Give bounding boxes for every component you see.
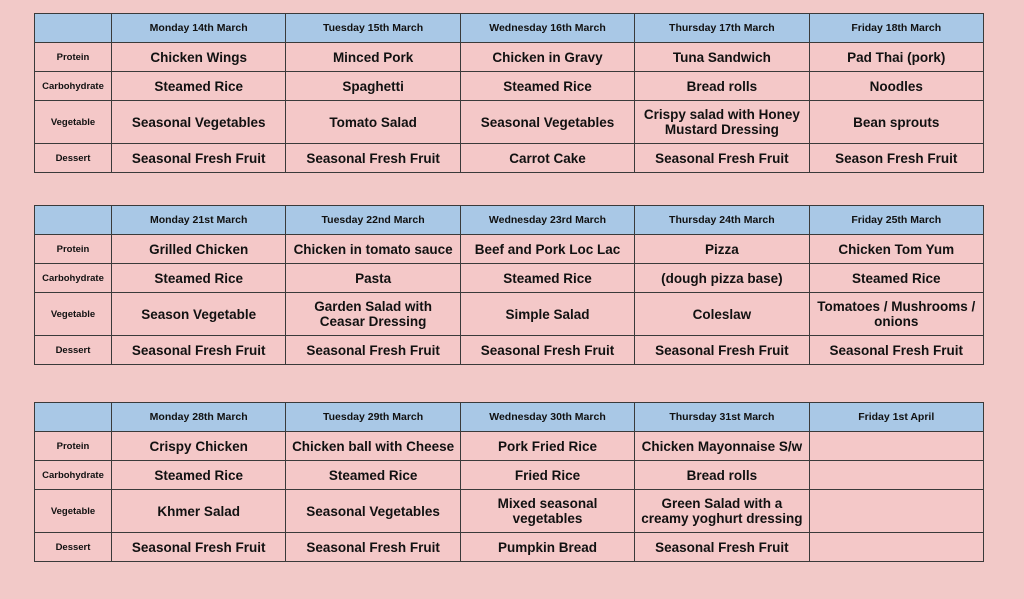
- day-header: Thursday 31st March: [635, 403, 809, 432]
- menu-cell: Seasonal Fresh Fruit: [286, 336, 460, 365]
- menu-cell: Bread rolls: [635, 72, 809, 101]
- menu-cell: Grilled Chicken: [112, 235, 286, 264]
- menu-cell: Coleslaw: [635, 293, 809, 336]
- category-label: Vegetable: [35, 101, 112, 144]
- menu-cell: (dough pizza base): [635, 264, 809, 293]
- menu-cell: Carrot Cake: [460, 144, 634, 173]
- menu-cell: Chicken in Gravy: [460, 43, 634, 72]
- category-label: Protein: [35, 235, 112, 264]
- menu-cell: Seasonal Fresh Fruit: [635, 144, 809, 173]
- menu-cell: Khmer Salad: [112, 490, 286, 533]
- menu-cell: Seasonal Vegetables: [112, 101, 286, 144]
- category-label: Dessert: [35, 533, 112, 562]
- day-header: Friday 18th March: [809, 14, 983, 43]
- category-label: Dessert: [35, 144, 112, 173]
- menu-cell: Seasonal Fresh Fruit: [286, 533, 460, 562]
- category-label: Carbohydrate: [35, 264, 112, 293]
- menu-cell: Seasonal Fresh Fruit: [460, 336, 634, 365]
- menu-cell: Garden Salad with Ceasar Dressing: [286, 293, 460, 336]
- menu-cell: Mixed seasonal vegetables: [460, 490, 634, 533]
- menu-cell: Crispy salad with Honey Mustard Dressing: [635, 101, 809, 144]
- day-header: Monday 28th March: [112, 403, 286, 432]
- menu-cell: Steamed Rice: [460, 72, 634, 101]
- day-header: Monday 14th March: [112, 14, 286, 43]
- category-label: Protein: [35, 43, 112, 72]
- menu-cell: Seasonal Vegetables: [286, 490, 460, 533]
- menu-cell: Seasonal Fresh Fruit: [635, 533, 809, 562]
- menu-cell: Seasonal Fresh Fruit: [286, 144, 460, 173]
- day-header: Wednesday 23rd March: [460, 206, 634, 235]
- menu-cell: Steamed Rice: [460, 264, 634, 293]
- day-header: Tuesday 15th March: [286, 14, 460, 43]
- menu-cell: Chicken Wings: [112, 43, 286, 72]
- menu-cell: Seasonal Fresh Fruit: [809, 336, 983, 365]
- category-label: Carbohydrate: [35, 72, 112, 101]
- menu-cell: Green Salad with a creamy yoghurt dressing: [635, 490, 809, 533]
- menu-cell: Chicken Tom Yum: [809, 235, 983, 264]
- category-label: Protein: [35, 432, 112, 461]
- menu-cell: Beef and Pork Loc Lac: [460, 235, 634, 264]
- menu-cell: Bread rolls: [635, 461, 809, 490]
- menu-cell: Season Fresh Fruit: [809, 144, 983, 173]
- menu-cell: Pumpkin Bread: [460, 533, 634, 562]
- menu-cell: [809, 490, 983, 533]
- day-header: Tuesday 22nd March: [286, 206, 460, 235]
- day-header: Monday 21st March: [112, 206, 286, 235]
- category-label: Carbohydrate: [35, 461, 112, 490]
- corner-cell: [35, 206, 112, 235]
- menu-cell: Pasta: [286, 264, 460, 293]
- menu-cell: Steamed Rice: [809, 264, 983, 293]
- menu-cell: [809, 432, 983, 461]
- menu-cell: Tomatoes / Mushrooms / onions: [809, 293, 983, 336]
- menu-cell: Steamed Rice: [286, 461, 460, 490]
- menu-cell: Chicken ball with Cheese: [286, 432, 460, 461]
- menu-cell: Pork Fried Rice: [460, 432, 634, 461]
- menu-cell: Spaghetti: [286, 72, 460, 101]
- menu-cell: Seasonal Vegetables: [460, 101, 634, 144]
- menu-cell: Noodles: [809, 72, 983, 101]
- menu-cell: [809, 533, 983, 562]
- corner-cell: [35, 403, 112, 432]
- menu-cell: Tomato Salad: [286, 101, 460, 144]
- category-label: Vegetable: [35, 490, 112, 533]
- day-header: Thursday 17th March: [635, 14, 809, 43]
- day-header: Thursday 24th March: [635, 206, 809, 235]
- menu-cell: Simple Salad: [460, 293, 634, 336]
- menu-cell: Steamed Rice: [112, 72, 286, 101]
- menu-week-3: [34, 402, 984, 562]
- menu-cell: Steamed Rice: [112, 264, 286, 293]
- menu-cell: [809, 461, 983, 490]
- menu-cell: Crispy Chicken: [112, 432, 286, 461]
- category-label: Vegetable: [35, 293, 112, 336]
- menu-cell: Pad Thai (pork): [809, 43, 983, 72]
- menu-cell: Seasonal Fresh Fruit: [112, 144, 286, 173]
- menu-cell: Minced Pork: [286, 43, 460, 72]
- menu-cell: Bean sprouts: [809, 101, 983, 144]
- menu-cell: Steamed Rice: [112, 461, 286, 490]
- menu-cell: Season Vegetable: [112, 293, 286, 336]
- day-header: Friday 25th March: [809, 206, 983, 235]
- corner-cell: [35, 14, 112, 43]
- menu-cell: Seasonal Fresh Fruit: [112, 533, 286, 562]
- menu-cell: Pizza: [635, 235, 809, 264]
- day-header: Tuesday 29th March: [286, 403, 460, 432]
- menu-cell: Chicken in tomato sauce: [286, 235, 460, 264]
- menu-cell: Seasonal Fresh Fruit: [112, 336, 286, 365]
- menu-cell: Chicken Mayonnaise S/w: [635, 432, 809, 461]
- day-header: Wednesday 30th March: [460, 403, 634, 432]
- menu-week-2: [34, 205, 984, 365]
- category-label: Dessert: [35, 336, 112, 365]
- day-header: Friday 1st April: [809, 403, 983, 432]
- menu-cell: Fried Rice: [460, 461, 634, 490]
- menu-week-1: [34, 13, 984, 173]
- menu-cell: Tuna Sandwich: [635, 43, 809, 72]
- day-header: Wednesday 16th March: [460, 14, 634, 43]
- menu-cell: Seasonal Fresh Fruit: [635, 336, 809, 365]
